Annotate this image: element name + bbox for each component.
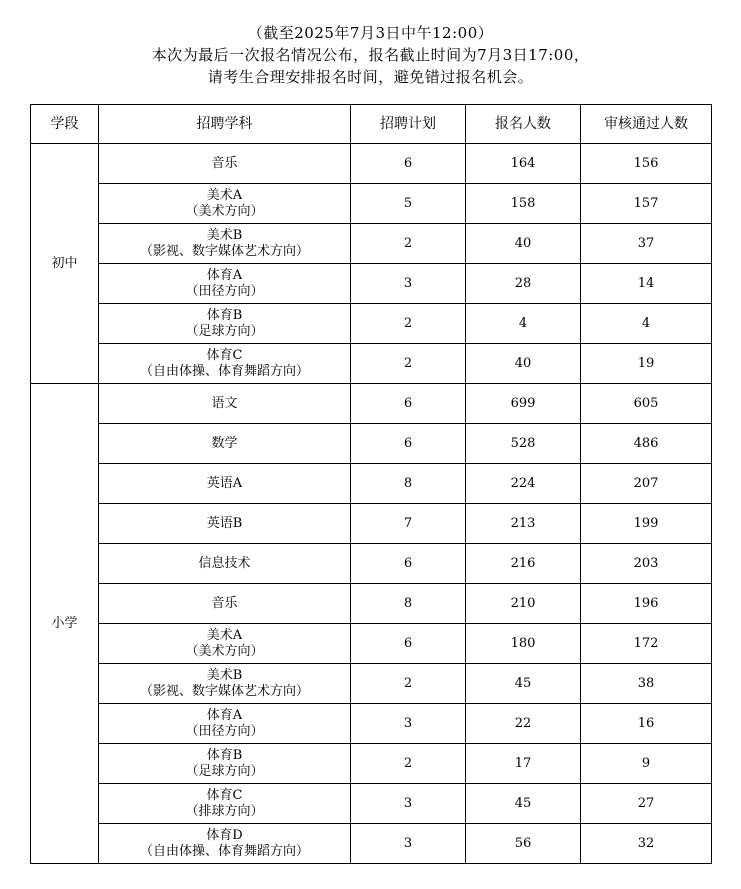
plan-cell: 3 [351,704,466,744]
plan-cell: 6 [351,544,466,584]
subject-name: 体育B [206,747,243,763]
plan-cell: 3 [351,264,466,304]
subject-direction: （美术方向） [185,643,264,659]
plan-cell: 5 [351,184,466,224]
applied-cell: 699 [466,384,581,424]
approved-cell: 172 [581,624,712,664]
approved-cell: 16 [581,704,712,744]
table-row [31,664,712,704]
subject-name: 体育A [206,267,243,283]
approved-cell: 19 [581,344,712,384]
subject-cell [99,144,351,184]
plan-cell: 2 [351,224,466,264]
subject-name: 音乐 [211,595,238,611]
approved-cell: 38 [581,664,712,704]
subject-name: 美术B [206,227,243,243]
subject-name: 美术A [206,627,243,643]
approved-cell: 32 [581,824,712,864]
table-body [31,144,712,864]
subject-name: 美术B [206,667,243,683]
subject-name: 体育D [206,827,243,843]
subject-name: 音乐 [211,155,238,171]
plan-cell: 2 [351,304,466,344]
applied-cell: 158 [466,184,581,224]
approved-cell: 14 [581,264,712,304]
approved-cell: 156 [581,144,712,184]
table-row [31,824,712,864]
plan-cell: 2 [351,344,466,384]
subject-name: 美术A [206,187,243,203]
column-header-plan: 招聘计划 [351,105,466,144]
column-header-applied: 报名人数 [466,105,581,144]
table-row [31,144,712,184]
plan-cell: 7 [351,504,466,544]
table-row [31,704,712,744]
approved-cell: 199 [581,504,712,544]
subject-name: 数学 [211,435,238,451]
stage-cell: 初中 [31,144,99,384]
subject-cell [99,704,351,744]
subject-direction: （田径方向） [185,283,264,299]
subject-cell [99,344,351,384]
applied-cell: 180 [466,624,581,664]
plan-cell: 6 [351,384,466,424]
approved-cell: 9 [581,744,712,784]
subject-name: 英语A [206,475,243,491]
applied-cell: 224 [466,464,581,504]
table-row [31,264,712,304]
subject-cell [99,664,351,704]
table-row [31,784,712,824]
subject-direction: （足球方向） [185,323,264,339]
subject-direction: （影视、数字媒体艺术方向） [139,243,309,259]
approved-cell: 203 [581,544,712,584]
subject-cell [99,464,351,504]
plan-cell: 8 [351,464,466,504]
subject-direction: （美术方向） [185,203,264,219]
registration-table [30,104,712,864]
approved-cell: 4 [581,304,712,344]
applied-cell: 4 [466,304,581,344]
applied-cell: 28 [466,264,581,304]
subject-cell [99,264,351,304]
subject-cell [99,504,351,544]
approved-cell: 207 [581,464,712,504]
subject-cell [99,544,351,584]
applied-cell: 17 [466,744,581,784]
table-row [31,184,712,224]
subject-name: 体育B [206,307,243,323]
plan-cell: 3 [351,824,466,864]
table-row [31,344,712,384]
table-row [31,224,712,264]
subject-direction: （排球方向） [185,803,264,819]
subject-cell [99,184,351,224]
approved-cell: 27 [581,784,712,824]
table-row [31,384,712,424]
approved-cell: 486 [581,424,712,464]
table-row [31,504,712,544]
subject-cell [99,384,351,424]
approved-cell: 37 [581,224,712,264]
table-row [31,464,712,504]
approved-cell: 157 [581,184,712,224]
applied-cell: 528 [466,424,581,464]
subject-name: 英语B [206,515,243,531]
notice-date-line: （截至2025年7月3日中午12:00） [247,24,494,42]
subject-cell [99,584,351,624]
subject-cell [99,304,351,344]
subject-cell [99,424,351,464]
table-header-row [31,105,712,144]
plan-cell: 2 [351,664,466,704]
subject-name: 信息技术 [198,555,251,571]
subject-name: 语文 [211,395,238,411]
notice-reminder-line: 请考生合理安排报名时间，避免错过报名机会。 [207,68,534,86]
applied-cell: 22 [466,704,581,744]
applied-cell: 40 [466,224,581,264]
applied-cell: 40 [466,344,581,384]
applied-cell: 164 [466,144,581,184]
approved-cell: 605 [581,384,712,424]
subject-name: 体育C [206,347,243,363]
table-row [31,584,712,624]
plan-cell: 6 [351,144,466,184]
subject-direction: （自由体操、体育舞蹈方向） [139,843,309,859]
table-row [31,424,712,464]
subject-cell [99,824,351,864]
subject-cell [99,224,351,264]
applied-cell: 213 [466,504,581,544]
subject-direction: （自由体操、体育舞蹈方向） [139,363,309,379]
approved-cell: 196 [581,584,712,624]
applied-cell: 56 [466,824,581,864]
column-header-approved: 审核通过人数 [581,105,712,144]
table-row [31,304,712,344]
plan-cell: 6 [351,424,466,464]
subject-name: 体育A [206,707,243,723]
stage-cell: 小学 [31,384,99,864]
applied-cell: 45 [466,664,581,704]
applied-cell: 45 [466,784,581,824]
column-header-subject: 招聘学科 [99,105,351,144]
table-row [31,744,712,784]
plan-cell: 8 [351,584,466,624]
table-row [31,624,712,664]
subject-name: 体育C [206,787,243,803]
column-header-stage: 学段 [31,105,99,144]
table-row [31,544,712,584]
subject-cell [99,784,351,824]
plan-cell: 6 [351,624,466,664]
plan-cell: 3 [351,784,466,824]
plan-cell: 2 [351,744,466,784]
subject-cell [99,624,351,664]
subject-cell [99,744,351,784]
applied-cell: 216 [466,544,581,584]
applied-cell: 210 [466,584,581,624]
subject-direction: （影视、数字媒体艺术方向） [139,683,309,699]
subject-direction: （足球方向） [185,763,264,779]
subject-direction: （田径方向） [185,723,264,739]
notice-header [0,22,741,88]
notice-deadline-line: 本次为最后一次报名情况公布，报名截止时间为7月3日17:00， [151,46,590,64]
